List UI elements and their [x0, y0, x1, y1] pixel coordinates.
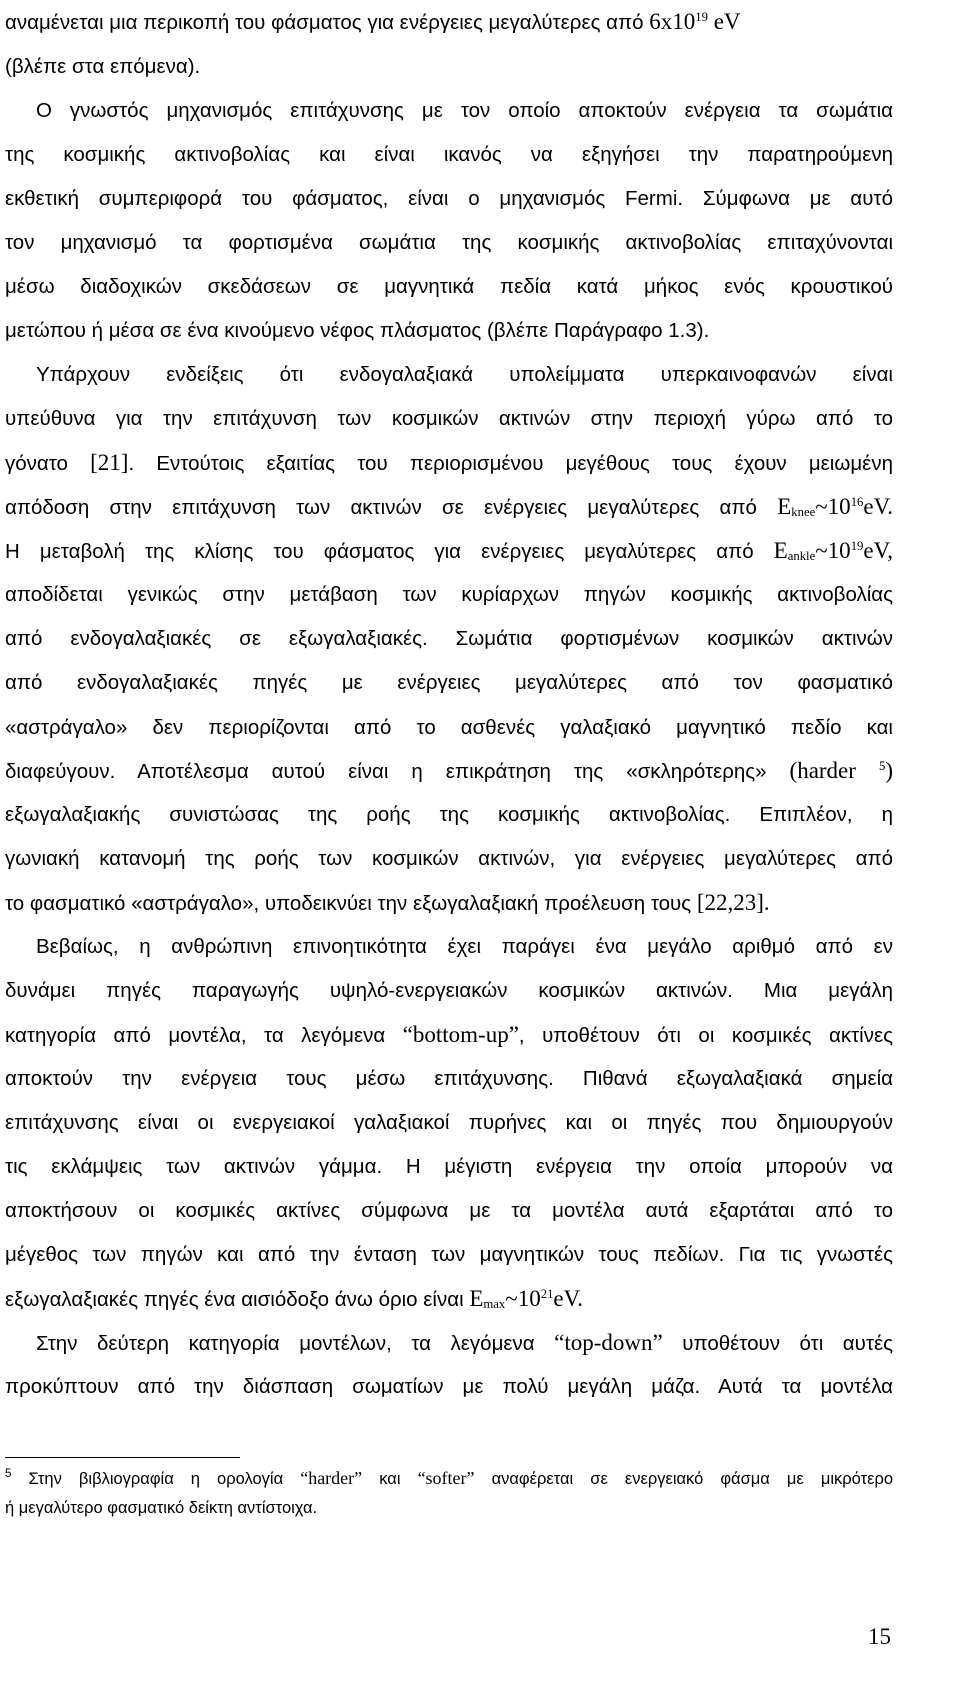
- text-line-14: αποδίδεται γενικώς στην μετάβαση των κυρίαρχων πηγών κοσμικής ακτινοβολίας: [5, 583, 893, 606]
- text-line-7: μέσω διαδοχικών σκεδάσεων σε μαγνητικά πεδία κατά μήκος ενός κρουστικού: [5, 275, 893, 298]
- text-line-4: της κοσμικής ακτινοβολίας και είναι ικανός να εξηγήσει την παρατηρούμενη: [5, 143, 893, 166]
- text-line-8: μετώπου ή μέσα σε ένα κινούμενο νέφος πλάσματος (βλέπε Παράγραφο 1.3).: [5, 319, 710, 342]
- text-line-16: από ενδογαλαξιακές πηγές με ενέργειες μεγαλύτερες από τον φασματικό: [5, 671, 893, 694]
- text-line-23: δυνάμει πηγές παραγωγής υψηλό-ενεργειακών κοσμικών ακτινών. Μια μεγάλη: [5, 979, 893, 1002]
- text-line-5: εκθετική συμπεριφορά του φάσματος, είναι ο μηχανισμός Fermi. Σύμφωνα με αυτό: [5, 187, 893, 210]
- footnote-line-2: ή μεγαλύτερο φασματικό δείκτη αντίστοιχα.: [5, 1499, 318, 1517]
- text-line-19: εξωγαλαξιακής συνιστώσας της ροής της κοσμικής ακτινοβολίας. Επιπλέον, η: [5, 803, 893, 826]
- text-line-27: τις εκλάμψεις των ακτινών γάμμα. Η μέγιστη ενέργεια την οποία μπορούν να: [5, 1155, 893, 1178]
- page-number: 15: [868, 1624, 891, 1649]
- text-line-22: Βεβαίως, η ανθρώπινη επινοητικότητα έχει παράγει ένα μεγάλο αριθμό από εν: [36, 935, 893, 958]
- footnote-line-1: $^5$ Στην βιβλιογραφία η ορολογία “harder” και “softer” αναφέρεται σε ενεργειακό φάσμα με μικρότερο: [5, 1468, 894, 1488]
- text-line-26: επιτάχυνσης είναι οι ενεργειακοί γαλαξιακοί πυρήνες και οι πηγές που δημιουργούν: [5, 1111, 893, 1134]
- text-line-12: απόδοση στην επιτάχυνση των ακτινών σε ενέργειες μεγαλύτερες από $Eknee\sim 10^{16}eV$.: [5, 494, 893, 519]
- text-line-32: προκύπτουν από την διάσπαση σωματίων με πολύ μεγάλη μάζα. Αυτά τα μοντέλα: [5, 1375, 893, 1398]
- text-line-31: Στην δεύτερη κατηγορία μοντέλων, τα λεγόμενα “top-down” υποθέτουν ότι αυτές: [36, 1330, 893, 1355]
- text-line-3: Ο γνωστός μηχανισμός επιτάχυνσης με τον οποίο αποκτούν ενέργεια τα σωμάτια: [36, 99, 893, 122]
- text-line-11: γόνατο [21]. Εντούτοις εξαιτίας του περιορισμένου μεγέθους τους έχουν μειωμένη: [5, 450, 893, 475]
- text-line-1: αναμένεται μια περικοπή του φάσματος για ενέργειες μεγαλύτερες από $6x10^{19}$ eV: [5, 9, 741, 34]
- text-line-2: (βλέπε στα επόμενα).: [5, 55, 201, 78]
- text-line-13: Η μεταβολή της κλίσης του φάσματος για ενέργειες μεγαλύτερες από $Eankle\sim 10^{19}eV$,: [5, 538, 893, 563]
- text-line-10: υπεύθυνα για την επιτάχυνση των κοσμικών ακτινών στην περιοχή γύρω από το: [5, 407, 893, 430]
- text-line-30: εξωγαλαξιακές πηγές ένα αισιόδοξο άνω όριο είναι $Emax\sim 10^{21}eV$.: [5, 1286, 584, 1311]
- text-line-6: τον μηχανισμό τα φορτισμένα σωμάτια της κοσμικής ακτινοβολίας επιταχύνονται: [5, 231, 893, 254]
- text-line-17: «αστράγαλο» δεν περιορίζονται από το ασθενές γαλαξιακό μαγνητικό πεδίο και: [5, 716, 893, 739]
- text-line-9: Υπάρχουν ενδείξεις ότι ενδογαλαξιακά υπολείμματα υπερκαινοφανών είναι: [36, 363, 893, 386]
- text-line-15: από ενδογαλαξιακές σε εξωγαλαξιακές. Σωμάτια φορτισμένων κοσμικών ακτινών: [5, 627, 893, 650]
- text-line-29: μέγεθος των πηγών και από την ένταση των μαγνητικών τους πεδίων. Για τις γνωστές: [5, 1243, 893, 1266]
- text-line-21: το φασματικό «αστράγαλο», υποδεικνύει την εξωγαλαξιακή προέλευση τους [22,23].: [5, 890, 770, 915]
- footnote-separator: [5, 1457, 240, 1458]
- text-line-20: γωνιακή κατανομή της ροής των κοσμικών ακτινών, για ενέργειες μεγαλύτερες από: [5, 847, 893, 870]
- text-line-24: κατηγορία από μοντέλα, τα λεγόμενα “bottom-up”, υποθέτουν ότι οι κοσμικές ακτίνες: [5, 1022, 893, 1047]
- text-line-25: αποκτούν την ενέργεια τους μέσω επιτάχυνσης. Πιθανά εξωγαλαξιακά σημεία: [5, 1067, 893, 1090]
- text-line-28: αποκτήσουν οι κοσμικές ακτίνες σύμφωνα με τα μοντέλα αυτά εξαρτάται από το: [5, 1199, 893, 1222]
- text-line-18: διαφεύγουν. Αποτέλεσμα αυτού είναι η επικράτηση της «σκληρότερης» (harder $^5$): [5, 758, 893, 783]
